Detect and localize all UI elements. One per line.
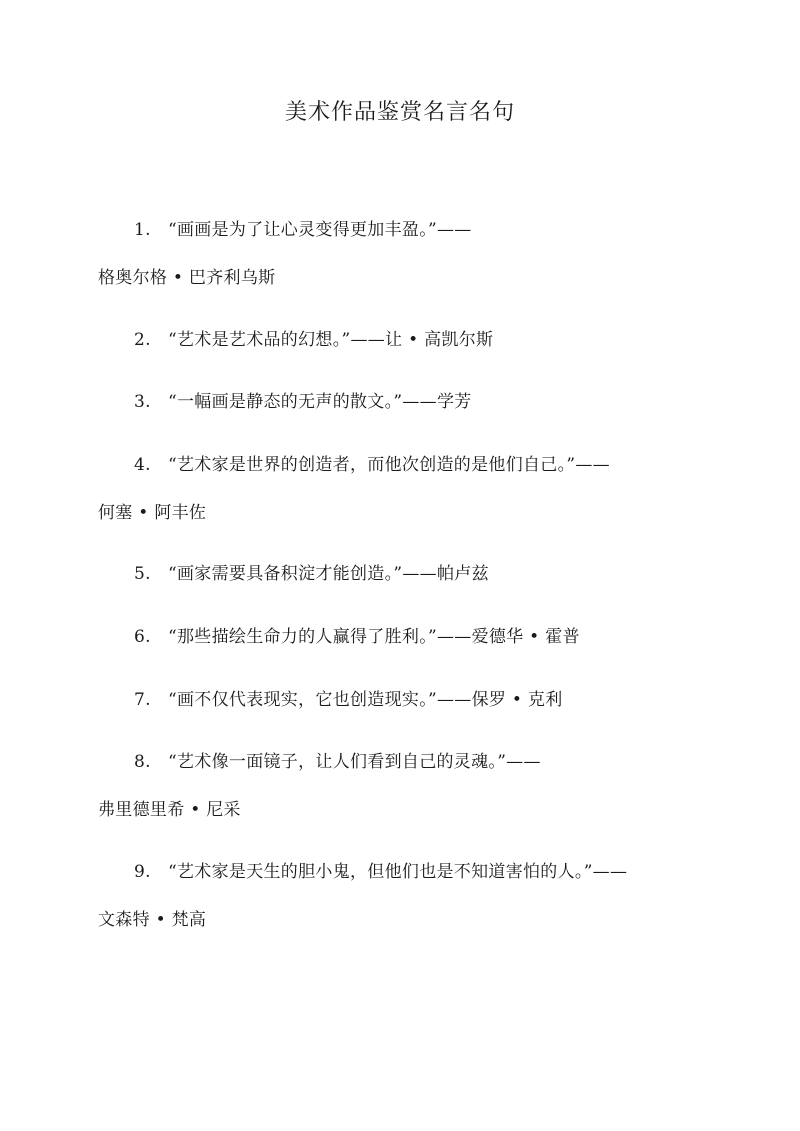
quote-item-6 [98, 624, 718, 650]
quote-text: “一幅画是静态的无声的散文。”——学芳 [168, 392, 472, 412]
quote-text: “画家需要具备积淀才能创造。”——帕卢兹 [168, 564, 489, 584]
quote-number: 2. [134, 330, 151, 350]
quote-number: 6. [134, 627, 151, 647]
quote-text: “艺术家是世界的创造者，而他次创造的是他们自己。”—— [168, 455, 610, 475]
quote-item-5 [98, 561, 718, 587]
quote-author: 文森特 • 梵高 [98, 910, 207, 930]
quote-number: 9. [134, 862, 151, 882]
quote-text: “艺术是艺术品的幻想。”——让 • 高凯尔斯 [168, 330, 494, 350]
quote-number: 7. [134, 690, 151, 710]
quote-item-9 [98, 859, 718, 933]
quote-number: 3. [134, 392, 151, 412]
quote-text: “画画是为了让心灵变得更加丰盈。”—— [168, 220, 472, 240]
quote-item-1 [98, 217, 718, 291]
quote-number: 1. [134, 220, 151, 240]
quote-item-2 [98, 327, 718, 353]
quote-number: 4. [134, 455, 151, 475]
quote-item-4 [98, 452, 718, 526]
quote-number: 5. [134, 564, 151, 584]
quote-item-7 [98, 687, 718, 713]
quote-item-3 [98, 389, 718, 415]
quote-text: “画不仅代表现实，它也创造现实。”——保罗 • 克利 [168, 690, 563, 710]
quote-item-8 [98, 749, 718, 823]
quote-author: 弗里德里希 • 尼采 [98, 800, 241, 820]
quote-number: 8. [134, 752, 151, 772]
quote-author: 何塞 • 阿丰佐 [98, 503, 207, 523]
quote-text: “艺术家是天生的胆小鬼，但他们也是不知道害怕的人。”—— [168, 862, 628, 882]
page-title: 美术作品鉴赏名言名句 [284, 100, 515, 125]
quote-author: 格奥尔格 • 巴齐利乌斯 [98, 268, 276, 288]
quote-text: “艺术像一面镜子，让人们看到自己的灵魂。”—— [168, 752, 541, 772]
quote-text: “那些描绘生命力的人赢得了胜利。”——爱德华 • 霍普 [168, 627, 580, 647]
